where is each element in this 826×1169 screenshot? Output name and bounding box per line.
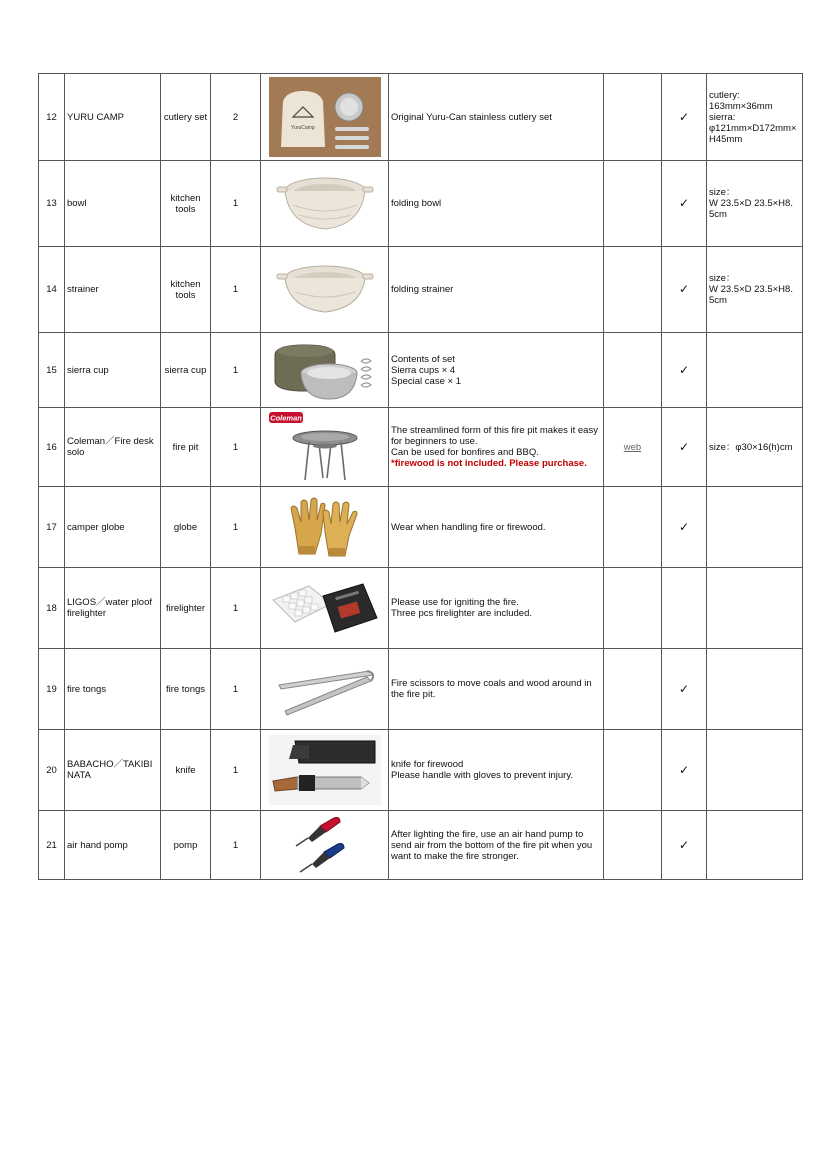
folding-bowl-photo — [275, 169, 375, 239]
brand-logo-text: Coleman — [270, 413, 302, 423]
table-row — [39, 74, 803, 161]
item-description: folding strainer — [389, 247, 604, 333]
item-number: 21 — [39, 811, 65, 880]
item-link-cell — [604, 247, 662, 333]
item-category: cutlery set — [161, 74, 211, 161]
item-check: ✓ — [662, 161, 707, 247]
item-check: ✓ — [662, 649, 707, 730]
item-check: ✓ — [662, 408, 707, 487]
firelighter-photo — [269, 578, 381, 638]
item-link-cell — [604, 811, 662, 880]
item-size: size： W 23.5×D 23.5×H8. 5cm — [707, 247, 803, 333]
item-image-cell — [261, 811, 389, 880]
item-category: sierra cup — [161, 333, 211, 408]
item-size — [707, 568, 803, 649]
cutlery-set-photo — [269, 77, 381, 157]
item-check: ✓ — [662, 74, 707, 161]
item-category: kitchen tools — [161, 161, 211, 247]
item-name: bowl — [65, 161, 161, 247]
table-row — [39, 730, 803, 811]
table-row — [39, 568, 803, 649]
item-category: pomp — [161, 811, 211, 880]
item-category: kitchen tools — [161, 247, 211, 333]
item-size — [707, 487, 803, 568]
item-description: Please use for igniting the fire. Three pcs firelighter are included. — [389, 568, 604, 649]
item-number: 17 — [39, 487, 65, 568]
item-name: LIGOS／water ploof firelighter — [65, 568, 161, 649]
item-quantity: 1 — [211, 568, 261, 649]
item-image-cell — [261, 568, 389, 649]
item-number: 19 — [39, 649, 65, 730]
item-link-cell — [604, 649, 662, 730]
item-category: fire pit — [161, 408, 211, 487]
folding-strainer-photo — [275, 258, 375, 322]
item-name: sierra cup — [65, 333, 161, 408]
item-image-cell — [261, 408, 389, 487]
item-description: Contents of set Sierra cups × 4 Special case × 1 — [389, 333, 604, 408]
table-row — [39, 161, 803, 247]
item-name: camper globe — [65, 487, 161, 568]
table-row — [39, 333, 803, 408]
item-description: knife for firewood Please handle with gloves to prevent injury. — [389, 730, 604, 811]
web-link[interactable]: web — [623, 441, 642, 453]
table-row — [39, 487, 803, 568]
item-category: knife — [161, 730, 211, 811]
item-link-cell — [604, 161, 662, 247]
item-number: 16 — [39, 408, 65, 487]
table-row — [39, 649, 803, 730]
warning-note: *firewood is not included. Please purchase. — [391, 458, 587, 469]
item-check: ✓ — [662, 811, 707, 880]
item-description: folding bowl — [389, 161, 604, 247]
item-quantity: 1 — [211, 408, 261, 487]
item-description: Wear when handling fire or firewood. — [389, 487, 604, 568]
item-check — [662, 568, 707, 649]
table-row — [39, 811, 803, 880]
item-link-cell — [604, 333, 662, 408]
leather-gloves-photo — [285, 494, 365, 560]
item-link-cell — [604, 568, 662, 649]
item-name: strainer — [65, 247, 161, 333]
item-category: fire tongs — [161, 649, 211, 730]
item-description: The streamlined form of this fire pit makes it easy for beginners to use. Can be used for bonfires and BBQ. — [391, 425, 598, 458]
table-row — [39, 408, 803, 487]
item-image-cell — [261, 649, 389, 730]
item-link-cell — [604, 730, 662, 811]
item-number: 14 — [39, 247, 65, 333]
item-image-cell — [261, 247, 389, 333]
item-description: Original Yuru-Can stainless cutlery set — [389, 74, 604, 161]
item-quantity: 1 — [211, 487, 261, 568]
item-description: After lighting the fire, use an air hand pump to send air from the bottom of the fire pit when you want to make the fire stronger. — [389, 811, 604, 880]
item-quantity: 1 — [211, 333, 261, 408]
item-quantity: 1 — [211, 730, 261, 811]
svg-text:YuruCamp: YuruCamp — [290, 125, 315, 131]
item-name: fire tongs — [65, 649, 161, 730]
item-image-cell — [261, 161, 389, 247]
item-size — [707, 649, 803, 730]
item-check: ✓ — [662, 333, 707, 408]
item-image-cell — [261, 487, 389, 568]
item-quantity: 2 — [211, 74, 261, 161]
item-name: BABACHO／TAKIBI NATA — [65, 730, 161, 811]
sierra-cup-set-photo — [269, 337, 381, 403]
item-quantity: 1 — [211, 811, 261, 880]
fire-pit-photo — [263, 410, 387, 484]
hatchet-knife-photo — [269, 735, 381, 805]
item-image-cell — [261, 730, 389, 811]
item-image-cell — [261, 333, 389, 408]
item-number: 20 — [39, 730, 65, 811]
item-check: ✓ — [662, 730, 707, 811]
item-check: ✓ — [662, 487, 707, 568]
item-check: ✓ — [662, 247, 707, 333]
item-quantity: 1 — [211, 247, 261, 333]
item-category: firelighter — [161, 568, 211, 649]
item-number: 15 — [39, 333, 65, 408]
item-number: 13 — [39, 161, 65, 247]
item-number: 12 — [39, 74, 65, 161]
item-link-cell — [604, 74, 662, 161]
item-description: Fire scissors to move coals and wood around in the fire pit. — [389, 649, 604, 730]
air-pump-photo — [290, 814, 360, 876]
item-link-cell — [604, 487, 662, 568]
item-quantity: 1 — [211, 649, 261, 730]
item-size: size：φ30×16(h)cm — [707, 408, 803, 487]
item-size — [707, 811, 803, 880]
equipment-table — [38, 73, 803, 880]
item-quantity: 1 — [211, 161, 261, 247]
item-number: 18 — [39, 568, 65, 649]
item-description-cell — [389, 408, 604, 487]
item-size: size： W 23.5×D 23.5×H8. 5cm — [707, 161, 803, 247]
item-image-cell — [261, 74, 389, 161]
item-name: air hand pomp — [65, 811, 161, 880]
item-size — [707, 730, 803, 811]
item-size: cutlery: 163mm×36mm sierra: φ121mm×D172mm× H45mm — [707, 74, 803, 161]
fire-tongs-photo — [269, 659, 381, 719]
item-category: globe — [161, 487, 211, 568]
item-name: YURU CAMP — [65, 74, 161, 161]
item-name: Coleman／Fire desk solo — [65, 408, 161, 487]
table-row — [39, 247, 803, 333]
item-link-cell — [604, 408, 662, 487]
item-size — [707, 333, 803, 408]
